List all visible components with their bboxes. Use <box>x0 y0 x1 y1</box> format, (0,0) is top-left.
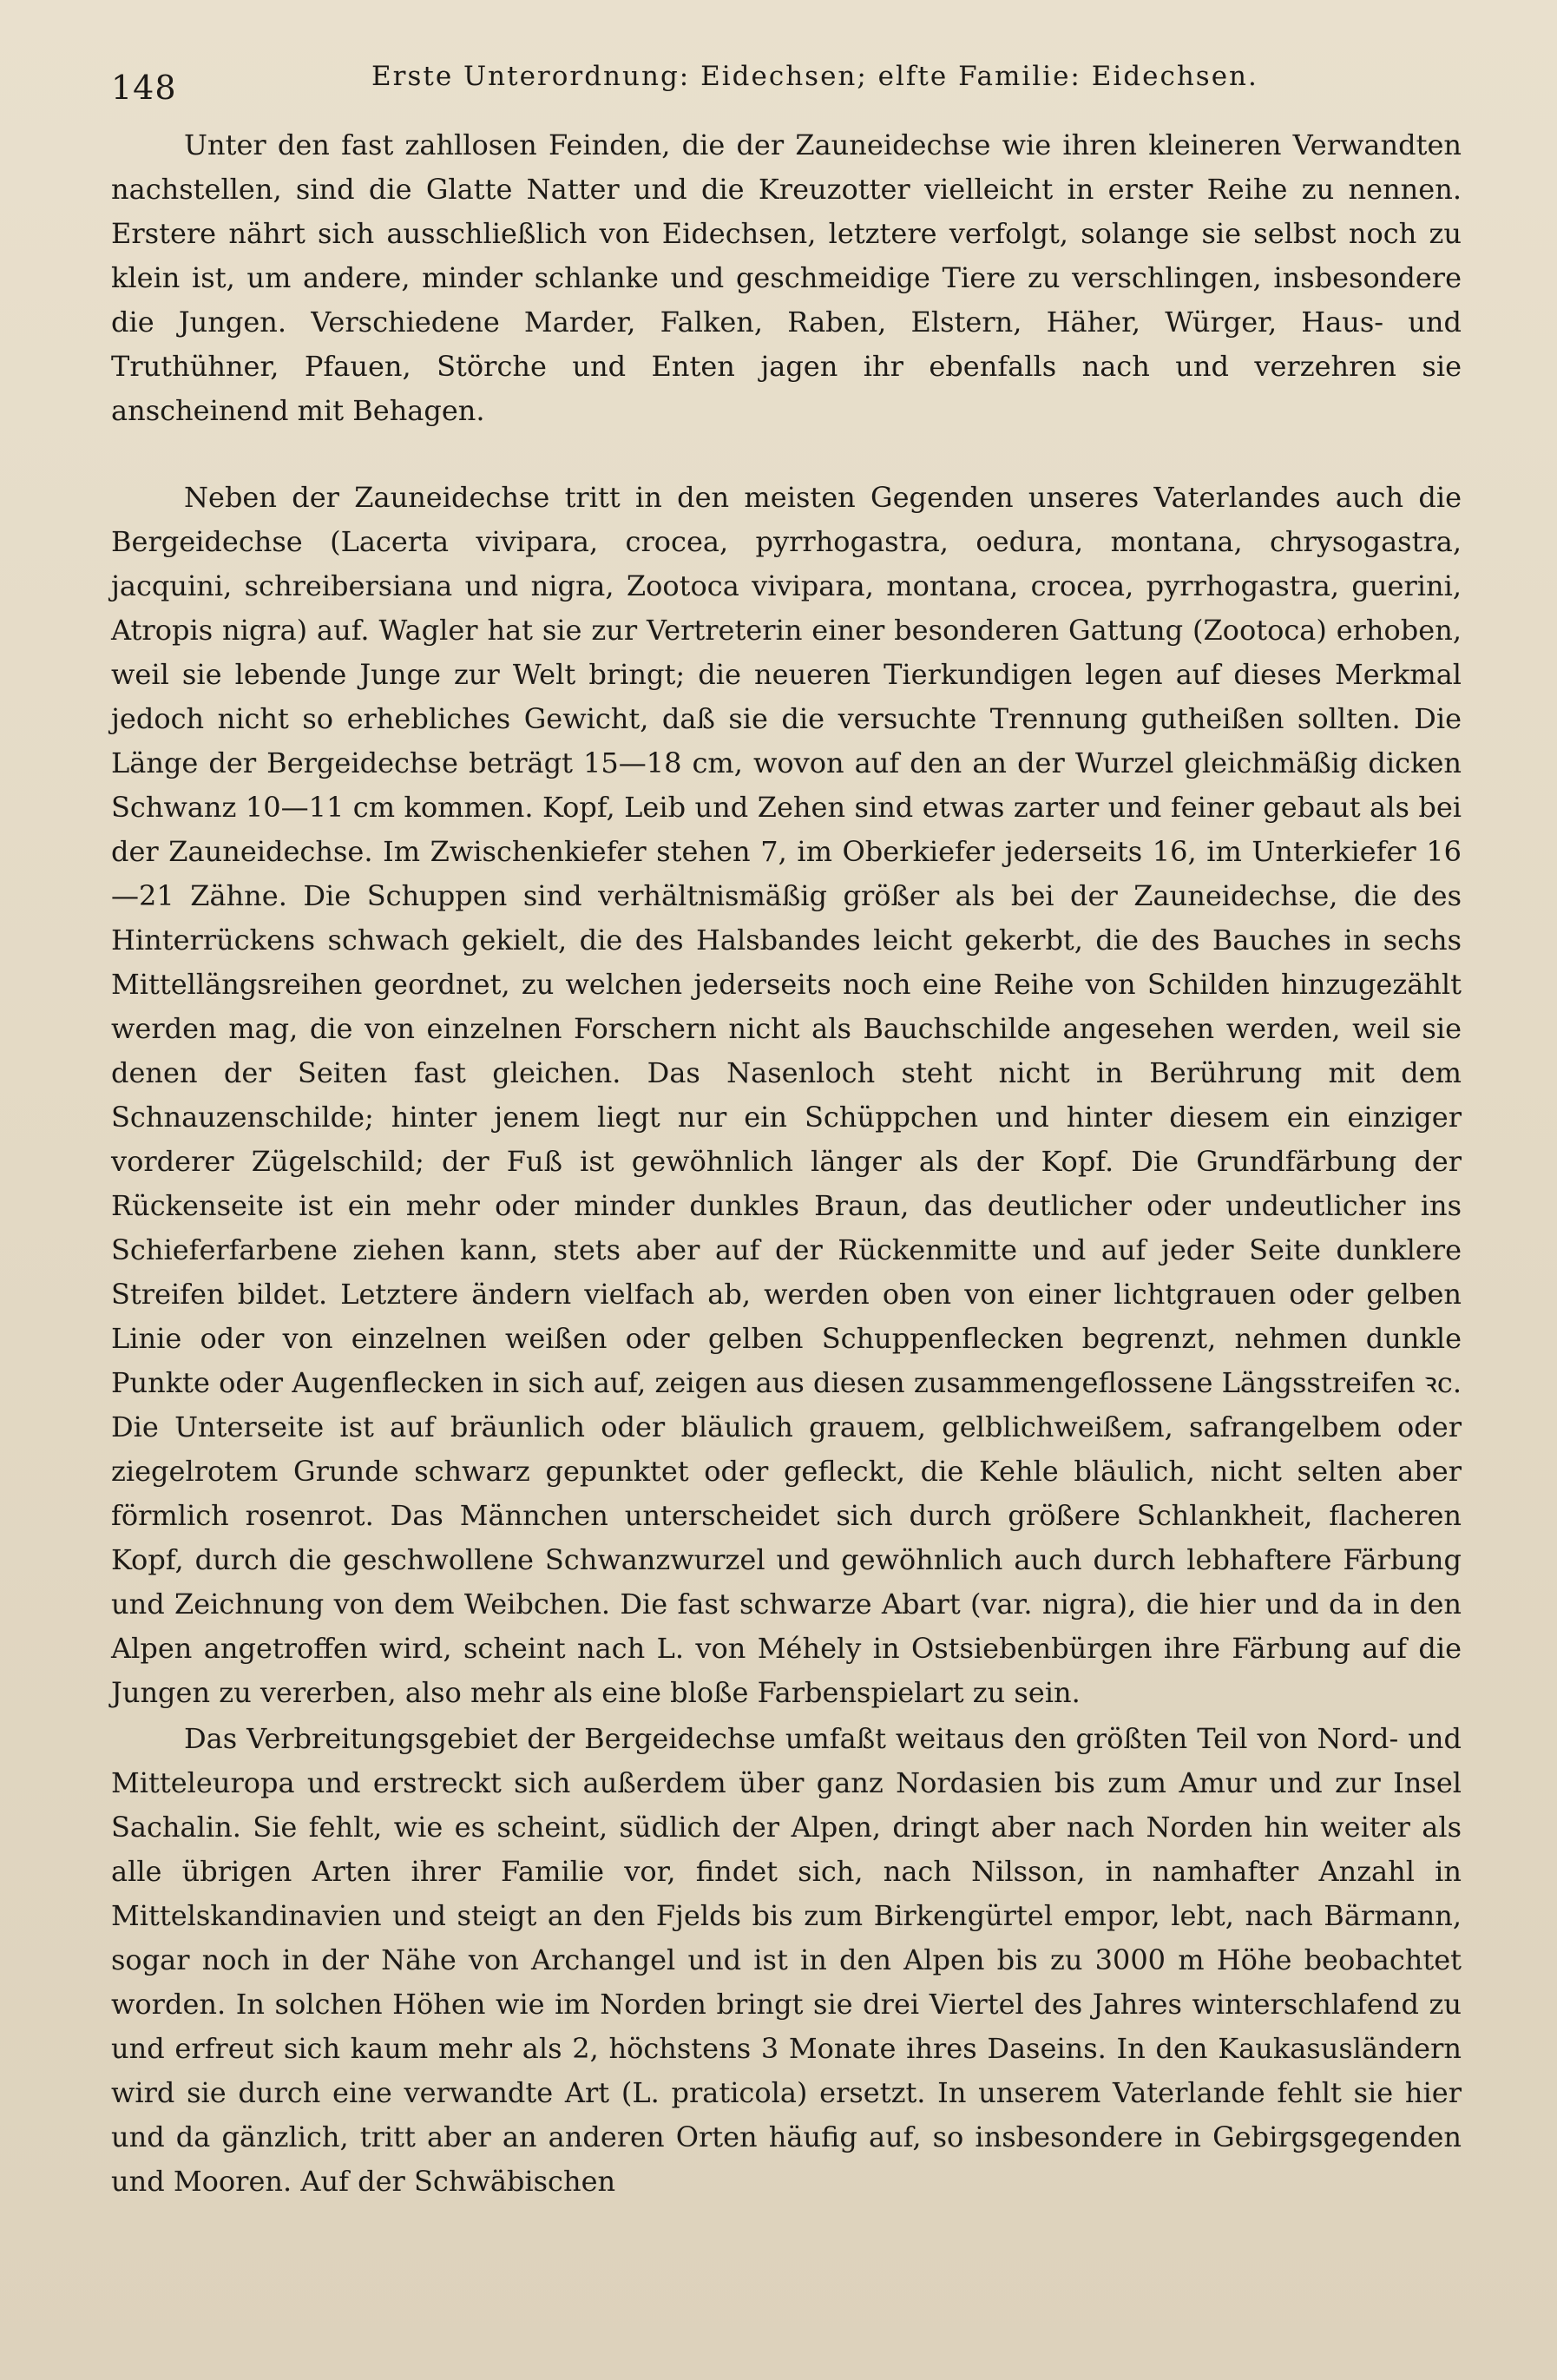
page-header <box>111 56 1462 108</box>
paragraph-enemies: Unter den fast zahllosen Feinden, die der Zauneidechse wie ihren kleineren Verwandten nachstellen, sind die Glatte Natter und die Kreuzotter vielleicht in erster Reihe zu nennen. Erstere nährt sich ausschließlich von Eidechsen, letztere verfolgt, solange sie selbst noch zu klein ist, um andere, minder schlanke und geschmeidige Tiere zu verschlingen, insbesondere die Jungen. Verschiedene Marder, Falken, Raben, Elstern, Häher, Würger, Haus- und Truthühner, Pfauen, Störche und Enten jagen ihr ebenfalls nach und verzehren sie anscheinend mit Behagen. <box>111 128 1462 427</box>
paragraph-distribution: Das Verbreitungsgebiet der Bergeidechse umfaßt weitaus den größten Teil von Nord- und Mitteleuropa und erstreckt sich außerdem über ganz Nordasien bis zum Amur und zur Insel Sachalin. Sie fehlt, wie es scheint, südlich der Alpen, dringt aber nach Norden hin weiter als alle übrigen Arten ihrer Familie vor, findet sich, nach Nilsson, in namhafter Anzahl in Mittelskandinavien und steigt an den Fjelds bis zum Birkengürtel empor, lebt, nach Bärmann, sogar noch in der Nähe von Archangel und ist in den Alpen bis zu 3000 m Höhe beobachtet worden. In solchen Höhen wie im Norden bringt sie drei Viertel des Jahres winterschlafend zu und erfreut sich kaum mehr als 2, höchstens 3 Monate ihres Daseins. In den Kaukasusländern wird sie durch eine verwandte Art (L. praticola) ersetzt. In unserem Vaterlande fehlt sie hier und da gänzlich, tritt aber an anderen Orten häufig auf, so insbesondere in Gebirgsgegenden und Mooren. Auf der Schwäbischen <box>111 1722 1462 2198</box>
paragraph-description: Neben der Zauneidechse tritt in den meisten Gegenden unseres Vaterlandes auch die Bergeidechse (Lacerta vivipara, crocea, pyrrhogastra, oedura, montana, chrysogastra, jacquini, schreibersiana und nigra, Zootoca vivipara, montana, crocea, pyrrhogastra, guerini, Atropis nigra) auf. Wagler hat sie zur Vertreterin einer besonderen Gattung (Zootoca) erhoben, weil sie lebende Junge zur Welt bringt; die neueren Tierkundigen legen auf dieses Merkmal jedoch nicht so erhebliches Gewicht, daß sie die versuchte Trennung gutheißen sollten. Die Länge der Bergeidechse beträgt 15—18 cm, wovon auf den an der Wurzel gleichmäßig dicken Schwanz 10—11 cm kommen. Kopf, Leib und Zehen sind etwas zarter und feiner gebaut als bei der Zauneidechse. Im Zwischenkiefer stehen 7, im Oberkiefer jederseits 16, im Unterkiefer 16—21 Zähne. Die Schuppen sind verhältnismäßig größer als bei der Zauneidechse, die des Hinterrückens schwach gekielt, die des Halsbandes leicht gekerbt, die des Bauches in sechs Mittellängsreihen geordnet, zu welchen jederseits noch eine Reihe von Schilden hinzugezählt werden mag, die von einzelnen Forschern nicht als Bauchschilde angesehen werden, weil sie denen der Seiten fast gleichen. Das Nasenloch steht nicht in Berührung mit dem Schnauzenschilde; hinter jenem liegt nur ein Schüppchen und hinter diesem ein einziger vorderer Zügelschild; der Fuß ist gewöhnlich länger als der Kopf. Die Grundfärbung der Rückenseite ist ein mehr oder minder dunkles Braun, das deutlicher oder undeutlicher ins Schieferfarbene ziehen kann, stets aber auf der Rückenmitte und auf jeder Seite dunklere Streifen bildet. Letztere ändern vielfach ab, werden oben von einer lichtgrauen oder gelben Linie oder von einzelnen weißen oder gelben Schuppenflecken begrenzt, nehmen dunkle Punkte oder Augenflecken in sich auf, zeigen aus diesen zusammengeflossene Längsstreifen ꝛc. Die Unterseite ist auf bräunlich oder bläulich grauem, gelblichweißem, safrangelbem oder ziegelrotem Grunde schwarz gepunktet oder gefleckt, die Kehle bläulich, nicht selten aber förmlich rosenrot. Das Männchen unterscheidet sich durch größere Schlankheit, flacheren Kopf, durch die geschwollene Schwanzwurzel und gewöhnlich auch durch lebhaftere Färbung und Zeichnung von dem Weibchen. Die fast schwarze Abart (var. nigra), die hier und da in den Alpen angetroffen wird, scheint nach L. von Méhely in Ostsiebenbürgen ihre Färbung auf die Jungen zu vererben, also mehr als eine bloße Farbenspielart zu sein. <box>111 481 1462 1709</box>
running-title: Erste Unterordnung: Eidechsen; elfte Familie: Eidechsen. <box>371 61 1258 92</box>
body-text <box>111 123 1462 2204</box>
page-number: 148 <box>111 69 177 107</box>
